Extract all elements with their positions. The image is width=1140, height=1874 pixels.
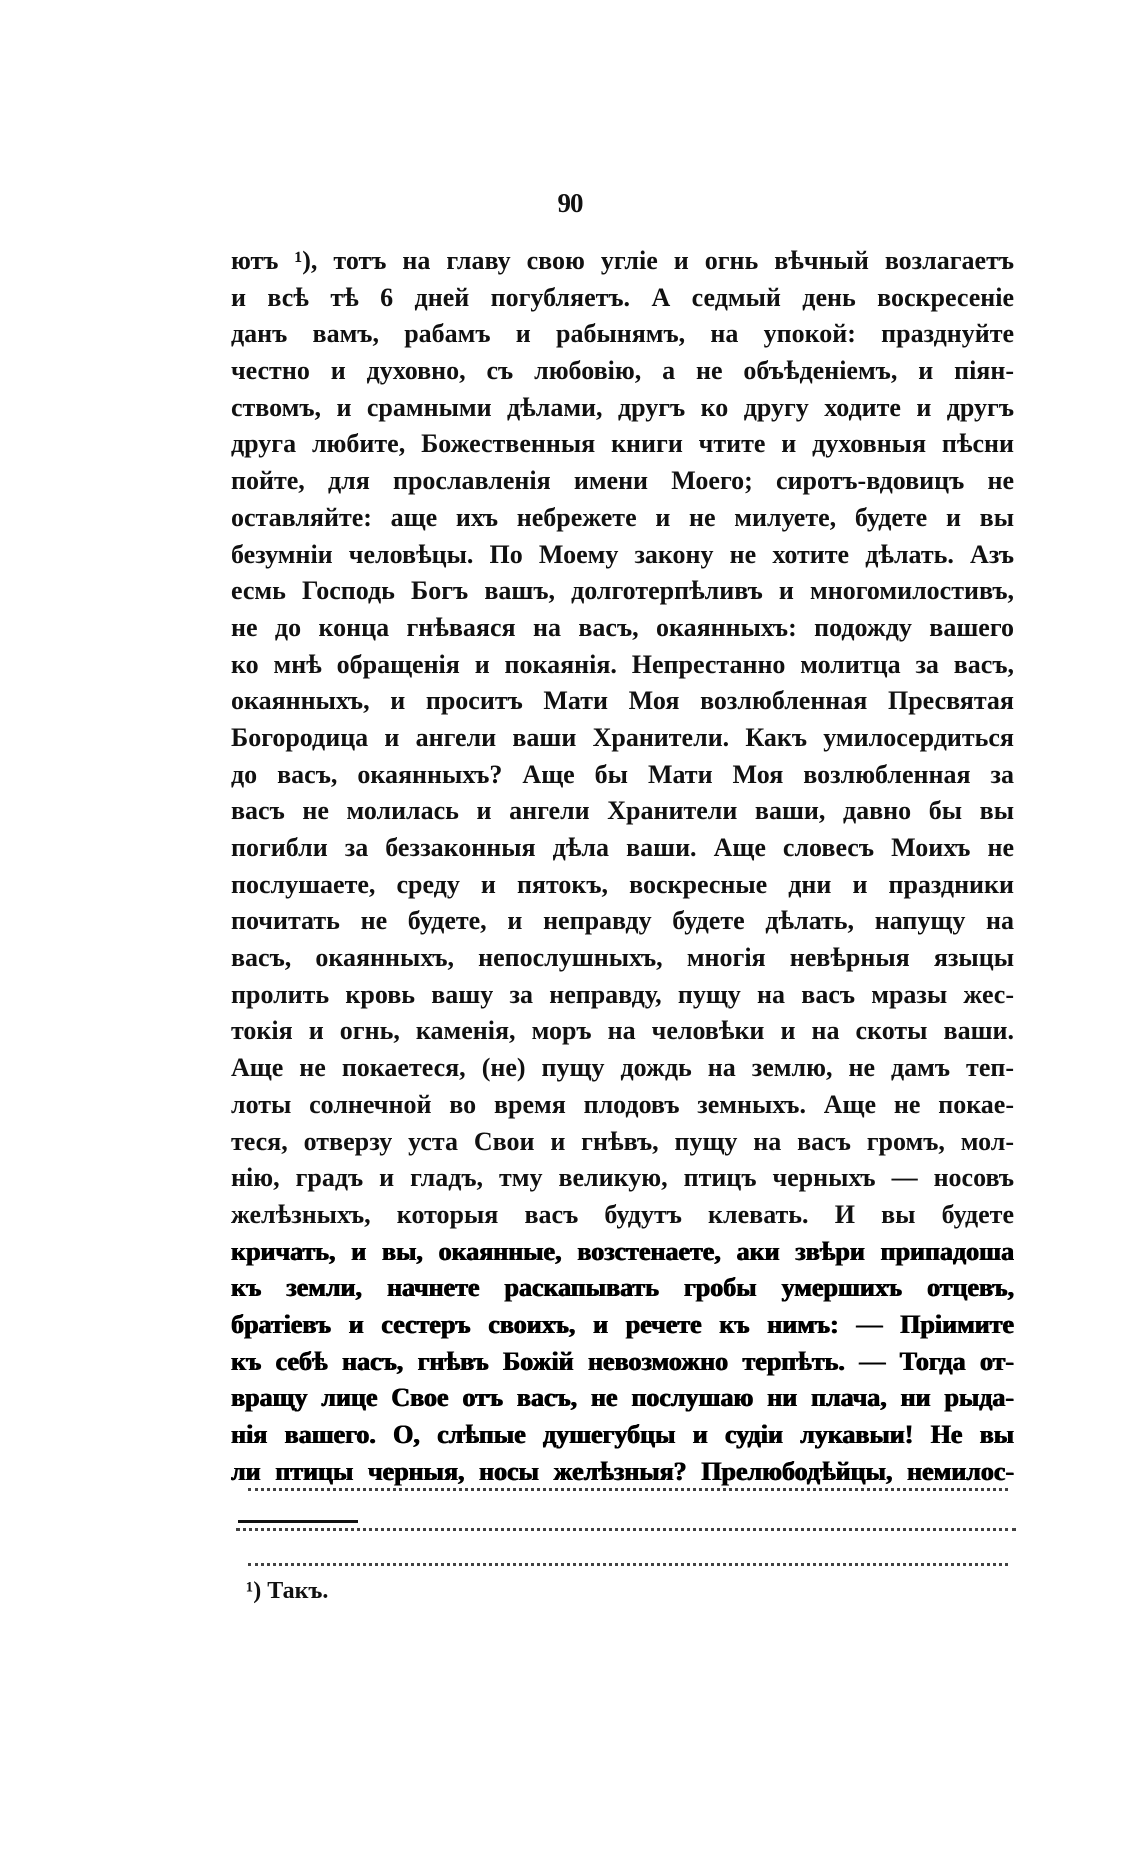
- text-line: васъ, окаянныхъ, непослушныхъ, многiя невѣрныя языцы: [231, 943, 1014, 973]
- text-line: къ себѣ насъ, гнѣвъ Божiй невозможно терпѣть. — Тогда от-: [231, 1346, 1014, 1376]
- text-line: оставляйте: аще ихъ небрежете и не милуете, будете и вы: [231, 502, 1014, 532]
- text-line: братiевъ и сестеръ своихъ, и речете къ нимъ: — Прiимите: [231, 1309, 1014, 1339]
- text-line: лоты солнечной во время плодовъ земныхъ. Аще не покае-: [231, 1089, 1014, 1119]
- text-line: безумнiи человѣцы. По Моему закону не хотите дѣлать. Азъ: [231, 539, 1014, 569]
- text-line: нiя вашего. О, слѣпые душегубцы и судiи лукавыи! Не вы: [231, 1420, 1014, 1449]
- text-line: пойте, для прославленiя имени Моего; сиротъ-вдовицъ не: [231, 466, 1014, 496]
- text-line: Аще не покаетеся, (не) пущу дождь на землю, не дамъ теп-: [231, 1053, 1014, 1083]
- body-text: [231, 243, 1014, 1490]
- text-line: ли птицы черныя, носы желѣзныя? Прелюбодѣйцы, немилос-: [231, 1456, 1014, 1486]
- text-line: есмь Господь Богъ вашъ, долготерпѣливъ и многомилостивъ,: [231, 576, 1014, 606]
- text-line: Богородица и ангели ваши Хранители. Какъ умилосердиться: [231, 722, 1014, 752]
- text-line: друга любите, Божественныя книги чтите и духовныя пѣсни: [231, 429, 1014, 459]
- text-line: почитать не будете, и неправду будете дѣлать, напущу на: [231, 906, 1014, 936]
- text-line: кричать, и вы, окаянные, возстенаете, аки звѣри припадоша: [231, 1236, 1014, 1266]
- faded-print-line: [248, 1563, 1008, 1580]
- footnote-rule: [238, 1520, 358, 1523]
- text-line: честно и духовно, съ любовiю, а не объѣденiемъ, и пiян-: [231, 356, 1014, 386]
- text-line: теся, отверзу уста Свои и гнѣвъ, пущу на васъ громъ, мол-: [231, 1126, 1014, 1156]
- text-line: до васъ, окаянныхъ? Аще бы Мати Моя возлюбленная за: [231, 759, 1014, 789]
- text-line: васъ не молилась и ангели Хранители ваши, давно бы вы: [231, 796, 1014, 826]
- text-line: ко мнѣ обращенiя и покаянiя. Непрестанно молитца за васъ,: [231, 649, 1014, 679]
- text-line: не до конца гнѣваяся на васъ, окаянныхъ: подожду вашего: [231, 612, 1014, 642]
- text-line: вращу лице Свое отъ васъ, не послушаю ни плача, ни рыда-: [231, 1383, 1014, 1413]
- faded-print-line: [248, 1488, 1008, 1505]
- text-line: послушаете, среду и пятокъ, воскресные дни и праздники: [231, 869, 1014, 899]
- text-line: пролить кровь вашу за неправду, пущу на васъ мразы жес-: [231, 979, 1014, 1009]
- text-line: окаянныхъ, и проситъ Мати Моя возлюбленная Пресвятая: [231, 686, 1014, 716]
- text-line: и всѣ тѣ 6 дней погубляетъ. А седмый день воскресенiе: [231, 282, 1014, 312]
- text-line: къ земли, начнете раскапывать гробы умершихъ отцевъ,: [231, 1273, 1014, 1303]
- text-line: токiя и огнь, каменiя, моръ на человѣки и на скоты ваши.: [231, 1016, 1014, 1046]
- text-line: погибли за беззаконныя дѣла ваши. Аще словесъ Моихъ не: [231, 833, 1014, 862]
- text-line: ютъ ¹), тотъ на главу свою углiе и огнь вѣчный возлагаетъ: [231, 246, 1014, 275]
- page-number: 90: [557, 188, 583, 218]
- footnote: ¹) Такъ.: [246, 1578, 329, 1604]
- text-line: данъ вамъ, рабамъ и рабынямъ, на упокой: празднуйте: [231, 319, 1014, 349]
- text-line: желѣзныхъ, которыя васъ будутъ клевать. И вы будете: [231, 1199, 1014, 1229]
- text-line: ствомъ, и срамными дѣлами, другъ ко другу ходите и другъ: [231, 392, 1014, 422]
- text-line: нiю, градъ и гладъ, тму великую, птицъ черныхъ — носовъ: [231, 1163, 1014, 1193]
- faded-print-line: [236, 1528, 1016, 1545]
